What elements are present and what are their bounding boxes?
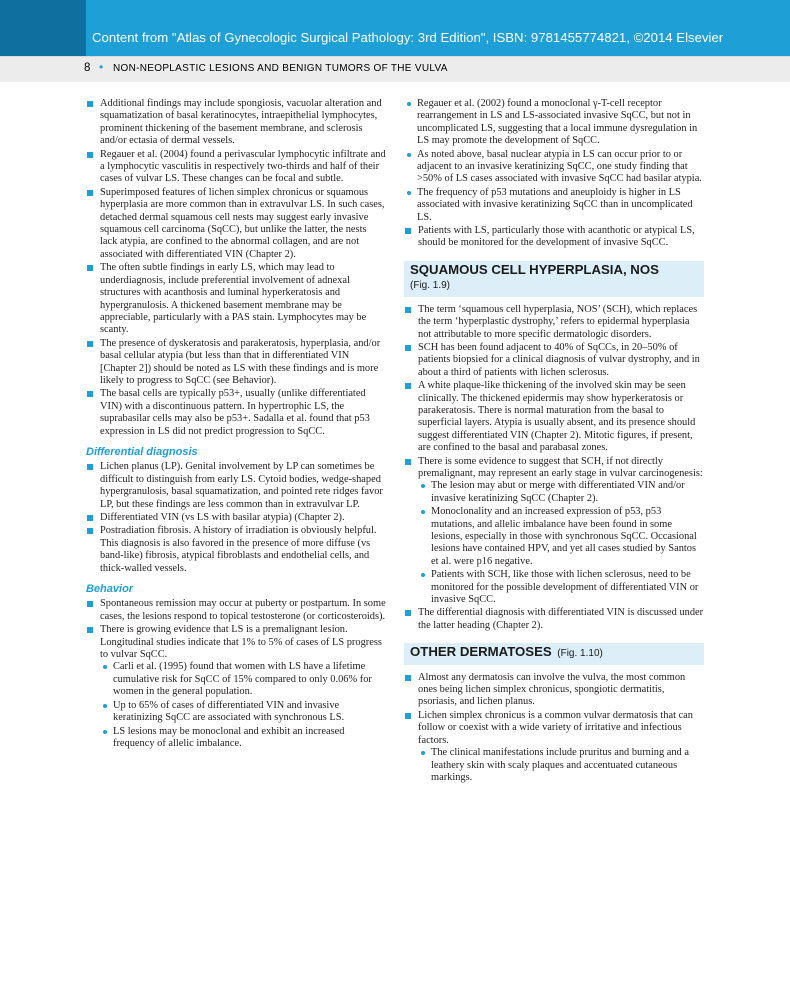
list-item: The often subtle findings in early LS, which may lead to underdiagnosis, include preferential involvement of adnexal structures with acanthosis and luminal hyperkeratosis and hypergranulosis. A thickened basement membrane may be appreciable, particularly with a PAS stain. Lymphocytes may be scanty. [86,262,386,336]
sch-figure-reference: (Fig. 1.9) [410,280,451,292]
sub-list-item: Up to 65% of cases of differentiated VIN and invasive keratinizing SqCC are associated with synchronous LS. [100,700,386,725]
sub-list-item: Regauer et al. (2002) found a monoclonal γ-T-cell receptor rearrangement in LS and LS-associated invasive SqCC, but not in uncomplicated LS, suggesting that a local immune dysregulation in LS may promote the development of SqCC. [404,98,704,148]
sch-section-heading [404,261,704,297]
list-item: A white plaque-like thickening of the involved skin may be seen clinically. The thickened epidermis may show hyperkeratosis or parakeratosis. There is normal maturation from the basal to superficial layers. Atypia is usually absent, and its presence should suggest differentiated VIN (Chapter 2). Mitotic figures, if present, are confined to the basal and parabasal zones. [404,380,704,454]
monitoring-list [404,225,704,250]
page-number: 8 [84,62,91,74]
list-item [404,710,704,784]
banner-accent-block [0,0,86,56]
list-item-text: Lichen simplex chronicus is a common vulvar dermatosis that can follow or coexist with a wide variety of irritative and infectious factors. [418,709,693,746]
other-dermatoses-figure-reference: (Fig. 1.10) [557,648,603,660]
running-head-separator: • [99,60,104,74]
sub-list-item: The frequency of p53 mutations and aneuploidy is higher in LS associated with invasive keratinizing SqCC than in uncomplicated LS. [404,187,704,224]
running-head [0,56,790,82]
list-item: Patients with LS, particularly those with acanthotic or atypical LS, should be monitored for the development of invasive SqCC. [404,225,704,250]
right-column [404,98,704,785]
continued-sub-list [404,98,704,224]
list-item-text: There is growing evidence that LS is a premalignant lesion. Longitudinal studies indicate that 1% to 5% of cases of LS progress to vulvar SqCC. [100,624,382,661]
findings-list [86,98,386,438]
sch-list [404,304,704,633]
list-item: Postradiation fibrosis. A history of irradiation is obviously helpful. This diagnosis is also favored in the presence of more diffuse (vs band-like) fibrosis, atypical fibroblasts and endothelial cells, and thick-walled vessels. [86,525,386,575]
sub-list [100,661,386,750]
sub-list-item: Monoclonality and an increased expression of p53, p53 mutations, and allelic imbalance have been found in some lesions, especially in those with synchronous SqCC. Occasional lesions have contained HPV, and yet all cases studied by Santos et al. were p16 negative. [418,506,704,568]
list-item: Differentiated VIN (vs LS with basilar atypia) (Chapter 2). [86,512,386,524]
sub-list [418,480,704,606]
behavior-heading: Behavior [86,583,134,596]
left-column [86,98,386,751]
list-item: Additional findings may include spongiosis, vacuolar alteration and squamatization of basal keratinocytes, intraepithelial lymphocytes, prominent thickening of the basement membrane, and sclerosis and/or ectasia of dermal vessels. [86,98,386,148]
sub-list [418,747,704,784]
other-dermatoses-list [404,672,704,785]
list-item: SCH has been found adjacent to 40% of SqCCs, in 20–50% of patients biopsied for a clinical diagnosis of vulvar dystrophy, and in about a third of patients with lichen sclerosus. [404,342,704,379]
list-item: The differential diagnosis with differentiated VIN is discussed under the latter heading (Chapter 2). [404,607,704,632]
list-item: Regauer et al. (2004) found a perivascular lymphocytic infiltrate and a lymphocytic vasculitis in respectively two-thirds and half of their cases of vulvar LS. These changes can be focal and subtle. [86,149,386,186]
other-dermatoses-heading [404,643,704,664]
list-item-text: There is some evidence to suggest that SCH, if not directly premalignant, may represent an early stage in vulvar carcinogenesis: [418,455,703,479]
list-item: The basal cells are typically p53+, usually (unlike differentiated VIN) with a discontinuous pattern. In hypertrophic LS, the suprabasilar cells may also be p53+. Sadalla et al. found that p53 expression in LS did not predict progression to SqCC. [86,388,386,438]
list-item [404,456,704,607]
list-item: Spontaneous remission may occur at puberty or postpartum. In some cases, the lesions respond to topical testosterone (or corticosteroids). [86,598,386,623]
running-head-title: NON-NEOPLASTIC LESIONS AND BENIGN TUMORS OF THE VULVA [113,63,448,74]
copyright-text: Content from "Atlas of Gynecologic Surgical Pathology: 3rd Edition", ISBN: 9781455774821, ©2014 Elsevier [92,30,724,45]
list-item: Superimposed features of lichen simplex chronicus or squamous hyperplasia are more common than in extravulvar LS. In such cases, detached dermal squamous cell nests may suggest early invasive squamous cell carcinoma (SqCC), but unlike the latter, the nests lack atypia, are confined to the abnormal collagen, and are not associated with differentiated VIN (Chapter 2). [86,187,386,261]
differential-diagnosis-heading: Differential diagnosis [86,445,198,458]
differential-list [86,461,386,575]
sub-list-item: Carli et al. (1995) found that women with LS have a lifetime cumulative risk for SqCC of 15% compared to only 0.06% for women in the general population. [100,661,386,698]
behavior-list [86,598,386,750]
sub-list-item: As noted above, basal nuclear atypia in LS can occur prior to or adjacent to an invasive keratinizing SqCC, one study finding that >50% of LS cases associated with invasive SqCC had basilar atypia. [404,149,704,186]
list-item: The presence of dyskeratosis and parakeratosis, hyperplasia, and/or basal cellular atypia (but less than that in differentiated VIN [Chapter 2]) should be noted as LS with these findings and is more likely to progress to SqCC (see Behavior). [86,338,386,388]
sub-list-item: The clinical manifestations include pruritus and burning and a leathery skin with scaly plaques and accentuated cutaneous markings. [418,747,704,784]
copyright-banner [0,0,790,56]
list-item: Lichen planus (LP). Genital involvement by LP can sometimes be difficult to distinguish from early LS. Cytoid bodies, wedge-shaped hypergranulosis, basal squamatization, and pointed rete ridges favor LP, but these findings are less common than in extravulvar LP. [86,461,386,511]
list-item [86,624,386,750]
sub-list-item: The lesion may abut or merge with differentiated VIN and/or invasive keratinizing SqCC (Chapter 2). [418,480,704,505]
sch-section-title: SQUAMOUS CELL HYPERPLASIA, NOS [410,261,659,277]
sub-list-item: Patients with SCH, like those with lichen sclerosus, need to be monitored for the possible development of differentiated VIN or invasive SqCC. [418,569,704,606]
sub-list-item: LS lesions may be monoclonal and exhibit an increased frequency of allelic imbalance. [100,726,386,751]
other-dermatoses-title: OTHER DERMATOSES [410,644,552,660]
list-item: The term ‘squamous cell hyperplasia, NOS’ (SCH), which replaces the term ‘hyperplastic dystrophy,’ refers to epidermal hyperplasia not attributable to more specific dermatologic disorders. [404,304,704,341]
list-item: Almost any dermatosis can involve the vulva, the most common ones being lichen simplex chronicus, spongiotic dermatitis, psoriasis, and lichen planus. [404,672,704,709]
